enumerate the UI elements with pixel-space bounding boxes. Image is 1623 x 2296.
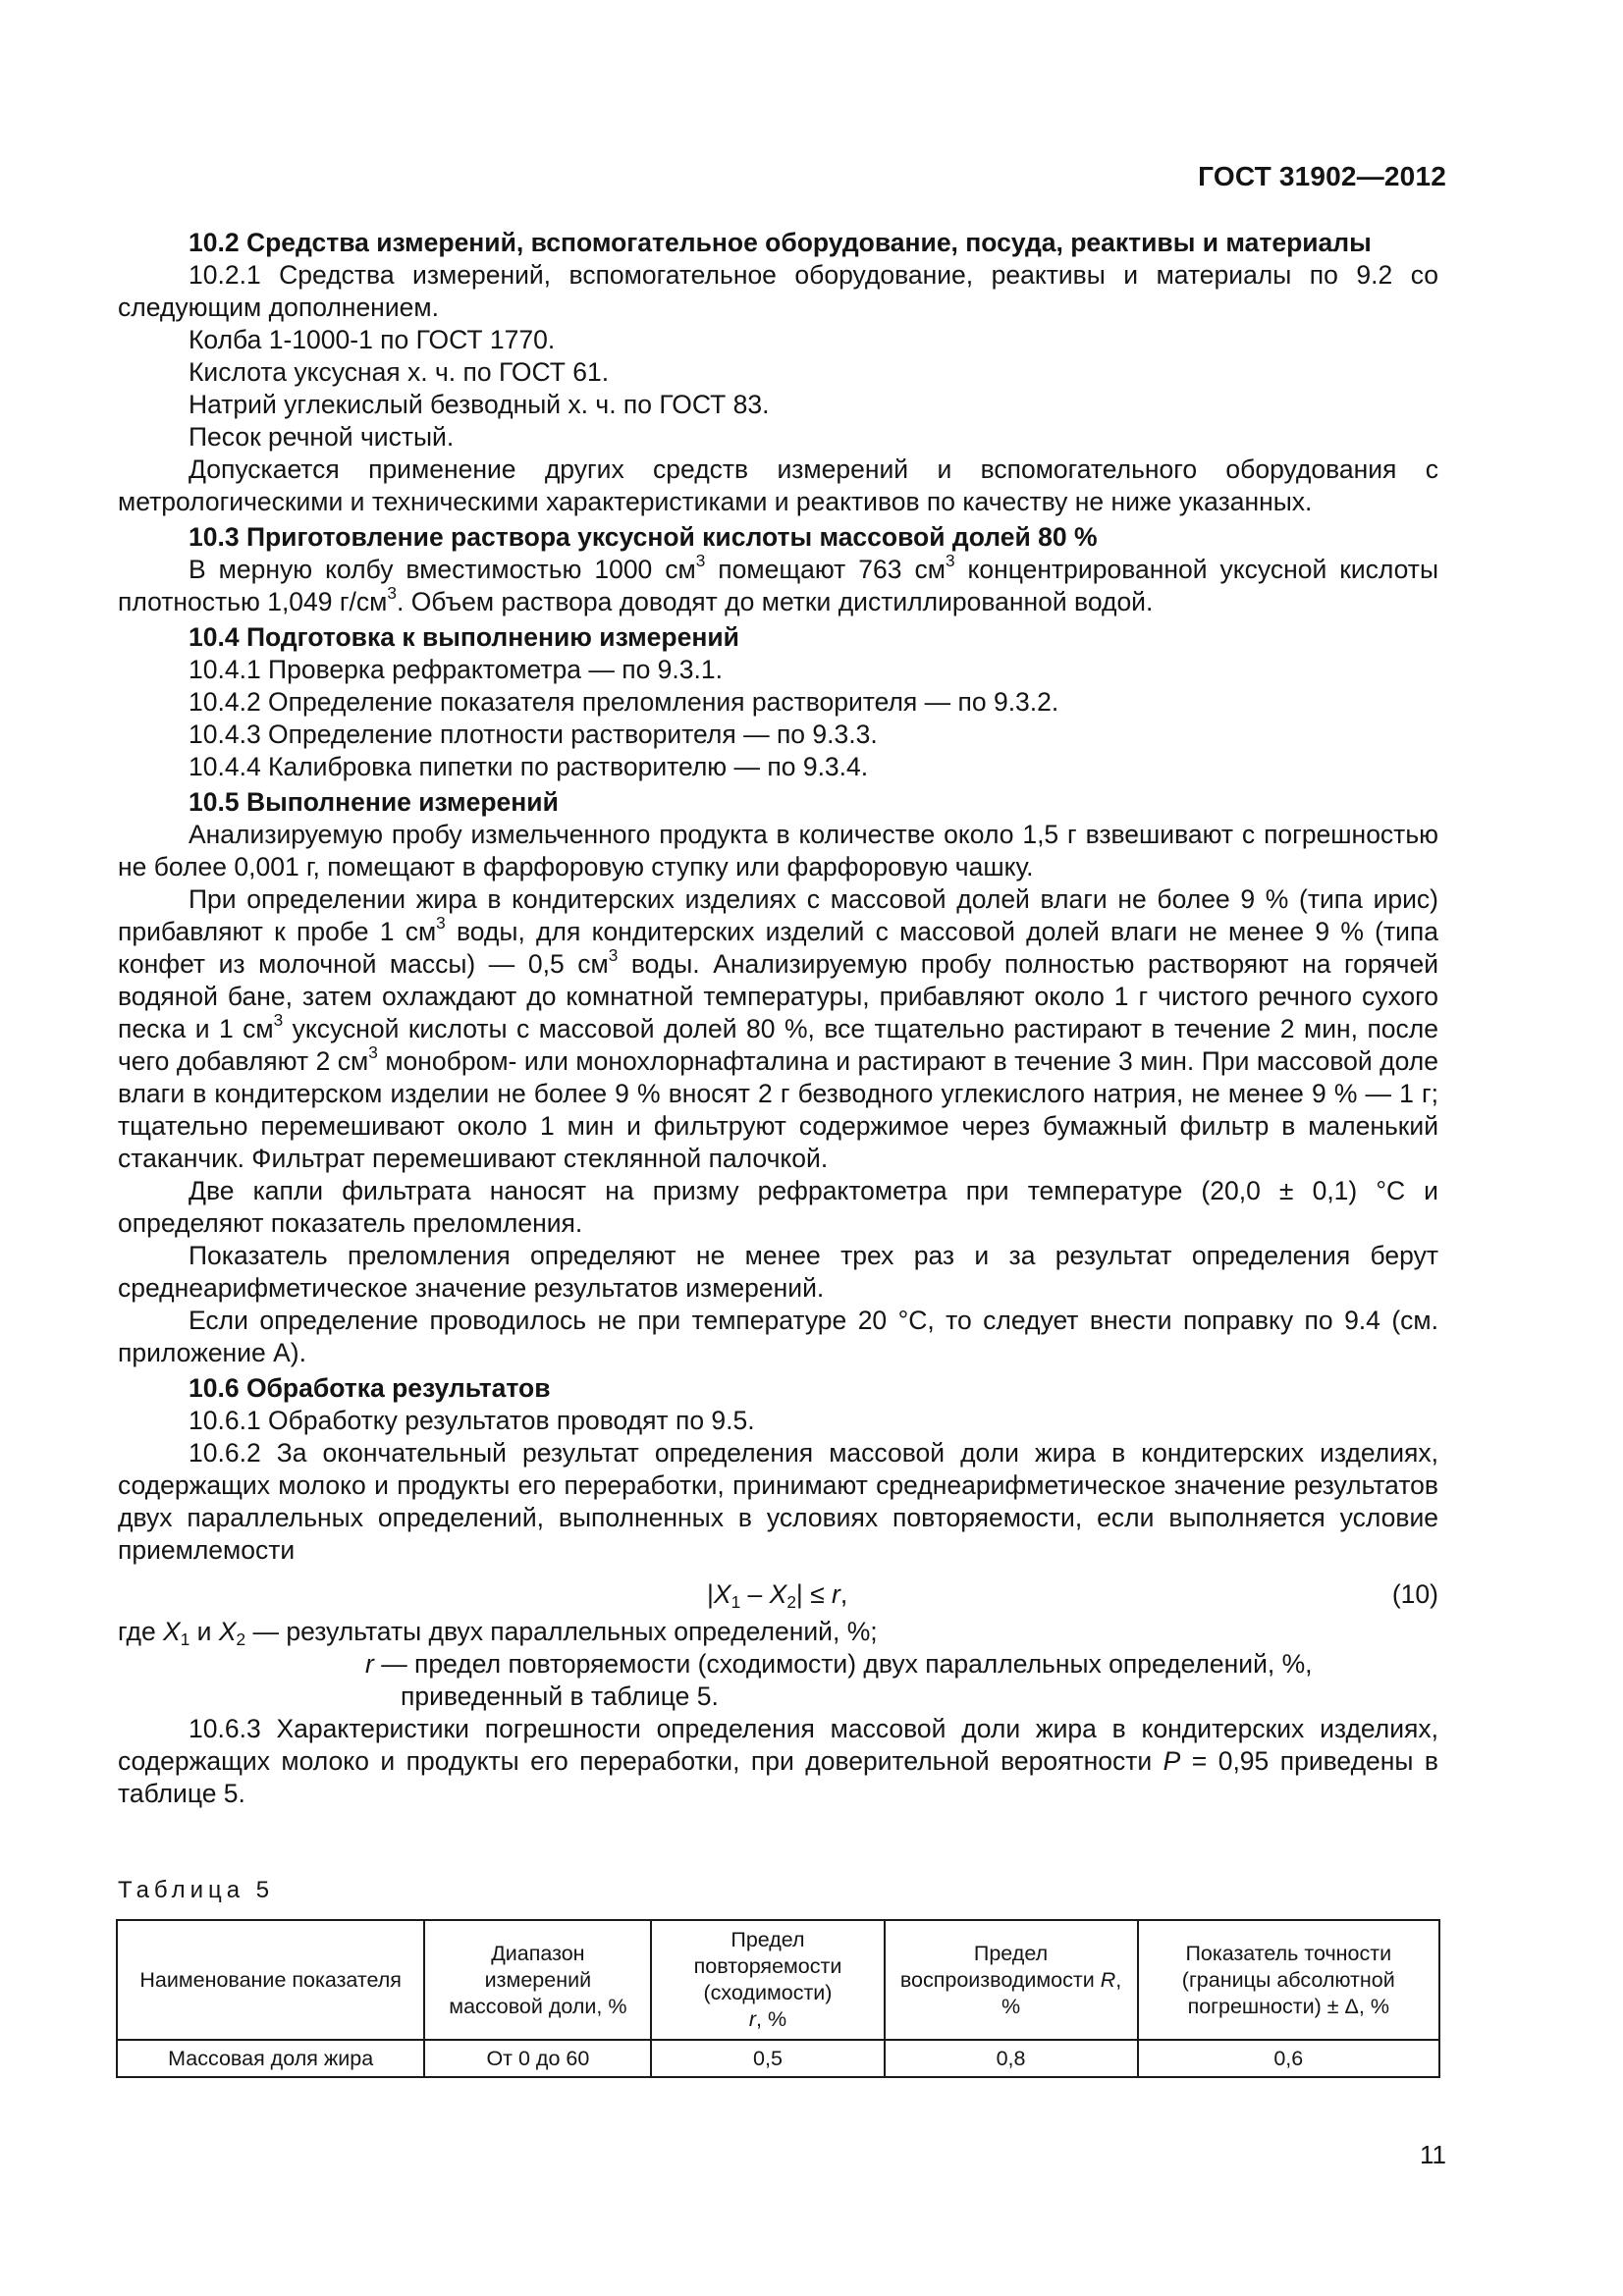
formula-10: [118, 1573, 1438, 1616]
list-item: Колба 1-1000-1 по ГОСТ 1770.: [189, 325, 556, 354]
section-10-5-p5: Если определение проводилось не при температуре 20 °С, то следует внести поправку по 9.4 (см. приложение А).: [118, 1306, 1438, 1367]
section-10-2-1-text: 10.2.1 Средства измерений, вспомогательное оборудование, реактивы и материалы по 9.2 со следующим дополнением.: [118, 260, 1438, 322]
column-header: Показатель точности (границы абсолютной погрешности) ± Δ, %: [1138, 1920, 1439, 2040]
list-item: 10.4.4 Калибровка пипетки по растворителю — по 9.3.4.: [189, 752, 869, 781]
document-code-header: ГОСТ 31902—2012: [1198, 161, 1446, 191]
section-10-3-title: 10.3 Приготовление раствора уксусной кислоты массовой долей 80 %: [189, 522, 1098, 552]
table-row: [117, 2040, 1439, 2077]
formula-number: (10): [1391, 1579, 1438, 1609]
document-body: [118, 224, 1438, 1810]
section-10-5-p3: Две капли фильтрата наносят на призму рефрактометра при температуре (20,0 ± 0,1) °С и определяют показатель преломления.: [118, 1176, 1438, 1238]
section-10-4-title: 10.4 Подготовка к выполнению измерений: [189, 622, 739, 652]
list-item: 10.4.2 Определение показателя преломления растворителя — по 9.3.2.: [189, 687, 1059, 717]
table-cell: 0,5: [651, 2040, 884, 2077]
list-item: Натрий углекислый безводный х. ч. по ГОСТ 83.: [189, 390, 770, 419]
list-item: Кислота уксусная х. ч. по ГОСТ 61.: [189, 357, 610, 387]
formula-expression: $|X_1 - X_2| \le r$,: [707, 1579, 848, 1613]
table-cell: 0,6: [1138, 2040, 1439, 2077]
section-10-6-1-text: 10.6.1 Обработку результатов проводят по 9.5.: [189, 1406, 755, 1435]
list-item: 10.4.1 Проверка рефрактометра — по 9.3.1.: [189, 655, 723, 684]
section-10-5-p4: Показатель преломления определяют не менее трех раз и за результат определения берут среднеарифметическое значение результатов измерений.: [118, 1241, 1438, 1303]
section-10-5-p1: Анализируемую пробу измельченного продукта в количестве около 1,5 г взвешивают с погрешностью не более 0,001 г, помещают в фарфоровую ступку или фарфоровую чашку.: [118, 820, 1438, 881]
section-10-6-title: 10.6 Обработка результатов: [189, 1373, 551, 1403]
table-cell: Массовая доля жира: [117, 2040, 424, 2077]
list-item: Песок речной чистый.: [189, 422, 455, 452]
section-10-3-text: В мерную колбу вместимостью 1000 $см^3$ помещают 763 $см^3$ концентрированной уксусной кислоты плотностью 1,049 $г/см^3$. Объем раствора доводят до метки дистиллированной водой.: [118, 550, 1438, 616]
formula-where-r: r — предел повторяемости (сходимости) двух параллельных определений, %, приведенный в таблице 5.: [365, 1649, 1313, 1711]
table-cell: 0,8: [885, 2040, 1138, 2077]
table-cell: От 0 до 60: [424, 2040, 651, 2077]
column-header: Наименование показателя: [117, 1920, 424, 2040]
column-header: Предел воспроизводимости R, %: [885, 1920, 1138, 2040]
table-caption: Таблица 5: [118, 1877, 275, 1903]
section-10-2-note: Допускается применение других средств измерений и вспомогательного оборудования с метрологическими и техническими характеристиками и реактивов по качеству не ниже указанных.: [118, 454, 1438, 516]
section-10-2-title: 10.2 Средства измерений, вспомогательное оборудование, посуда, реактивы и материалы: [189, 228, 1372, 257]
list-item: 10.4.3 Определение плотности растворителя — по 9.3.3.: [189, 720, 878, 749]
column-header: Предел повторяемости (сходимости) r, %: [651, 1920, 884, 2040]
table-5: [116, 1919, 1440, 2078]
column-header: Диапазон измерений массовой доли, %: [424, 1920, 651, 2040]
section-10-6-3-text: 10.6.3 Характеристики погрешности определения массовой доли жира в кондитерских изделиях, содержащих молоко и продукты его переработки, при доверительной вероятности P = 0,95 приведены в таблице 5.: [118, 1714, 1438, 1808]
formula-where-line: где $X_1$ и $X_2$ — результаты двух параллельных определений, %;: [118, 1617, 878, 1650]
section-10-5-p2: При определении жира в кондитерских изделиях с массовой долей влаги не более 9 % (типа ирис) прибавляют к пробе 1 $см^3$ воды, для кондитерских изделий с массовой долей влаги не менее 9 % (типа конфет из молочной массы) — 0,5 $см^3$ воды. Анализируемую пробу полностью растворяют на горячей водяной бане, затем охлаждают до комнатной температуры, прибавляют около 1 г чистого речного сухого песка и 1 $см^3$ уксусной кислоты с массовой долей 80 %, все тщательно растирают в течение 2 мин, после чего добавляют 2 $см^3$ монобром- или монохлорнафталина и растирают в течение 3 мин. При массовой доле влаги в кондитерском изделии не более 9 % вносят 2 г безводного углекислого натрия, не менее 9 % — 1 г; тщательно перемешивают около 1 мин и фильтруют содержимое через бумажный фильтр в маленький стаканчик. Фильтрат перемешивают стеклянной палочкой.: [118, 884, 1439, 1173]
section-10-5-title: 10.5 Выполнение измерений: [189, 787, 559, 817]
table-header-row: [117, 1920, 1439, 2040]
section-10-6-2-text: 10.6.2 За окончательный результат определения массовой доли жира в кондитерских изделиях, содержащих молоко и продукты его переработки, принимают среднеарифметическое значение результатов двух параллельных определений, выполненных в условиях повторяемости, если выполняется условие приемлемости: [118, 1438, 1438, 1565]
page-number: 11: [1420, 2140, 1446, 2169]
